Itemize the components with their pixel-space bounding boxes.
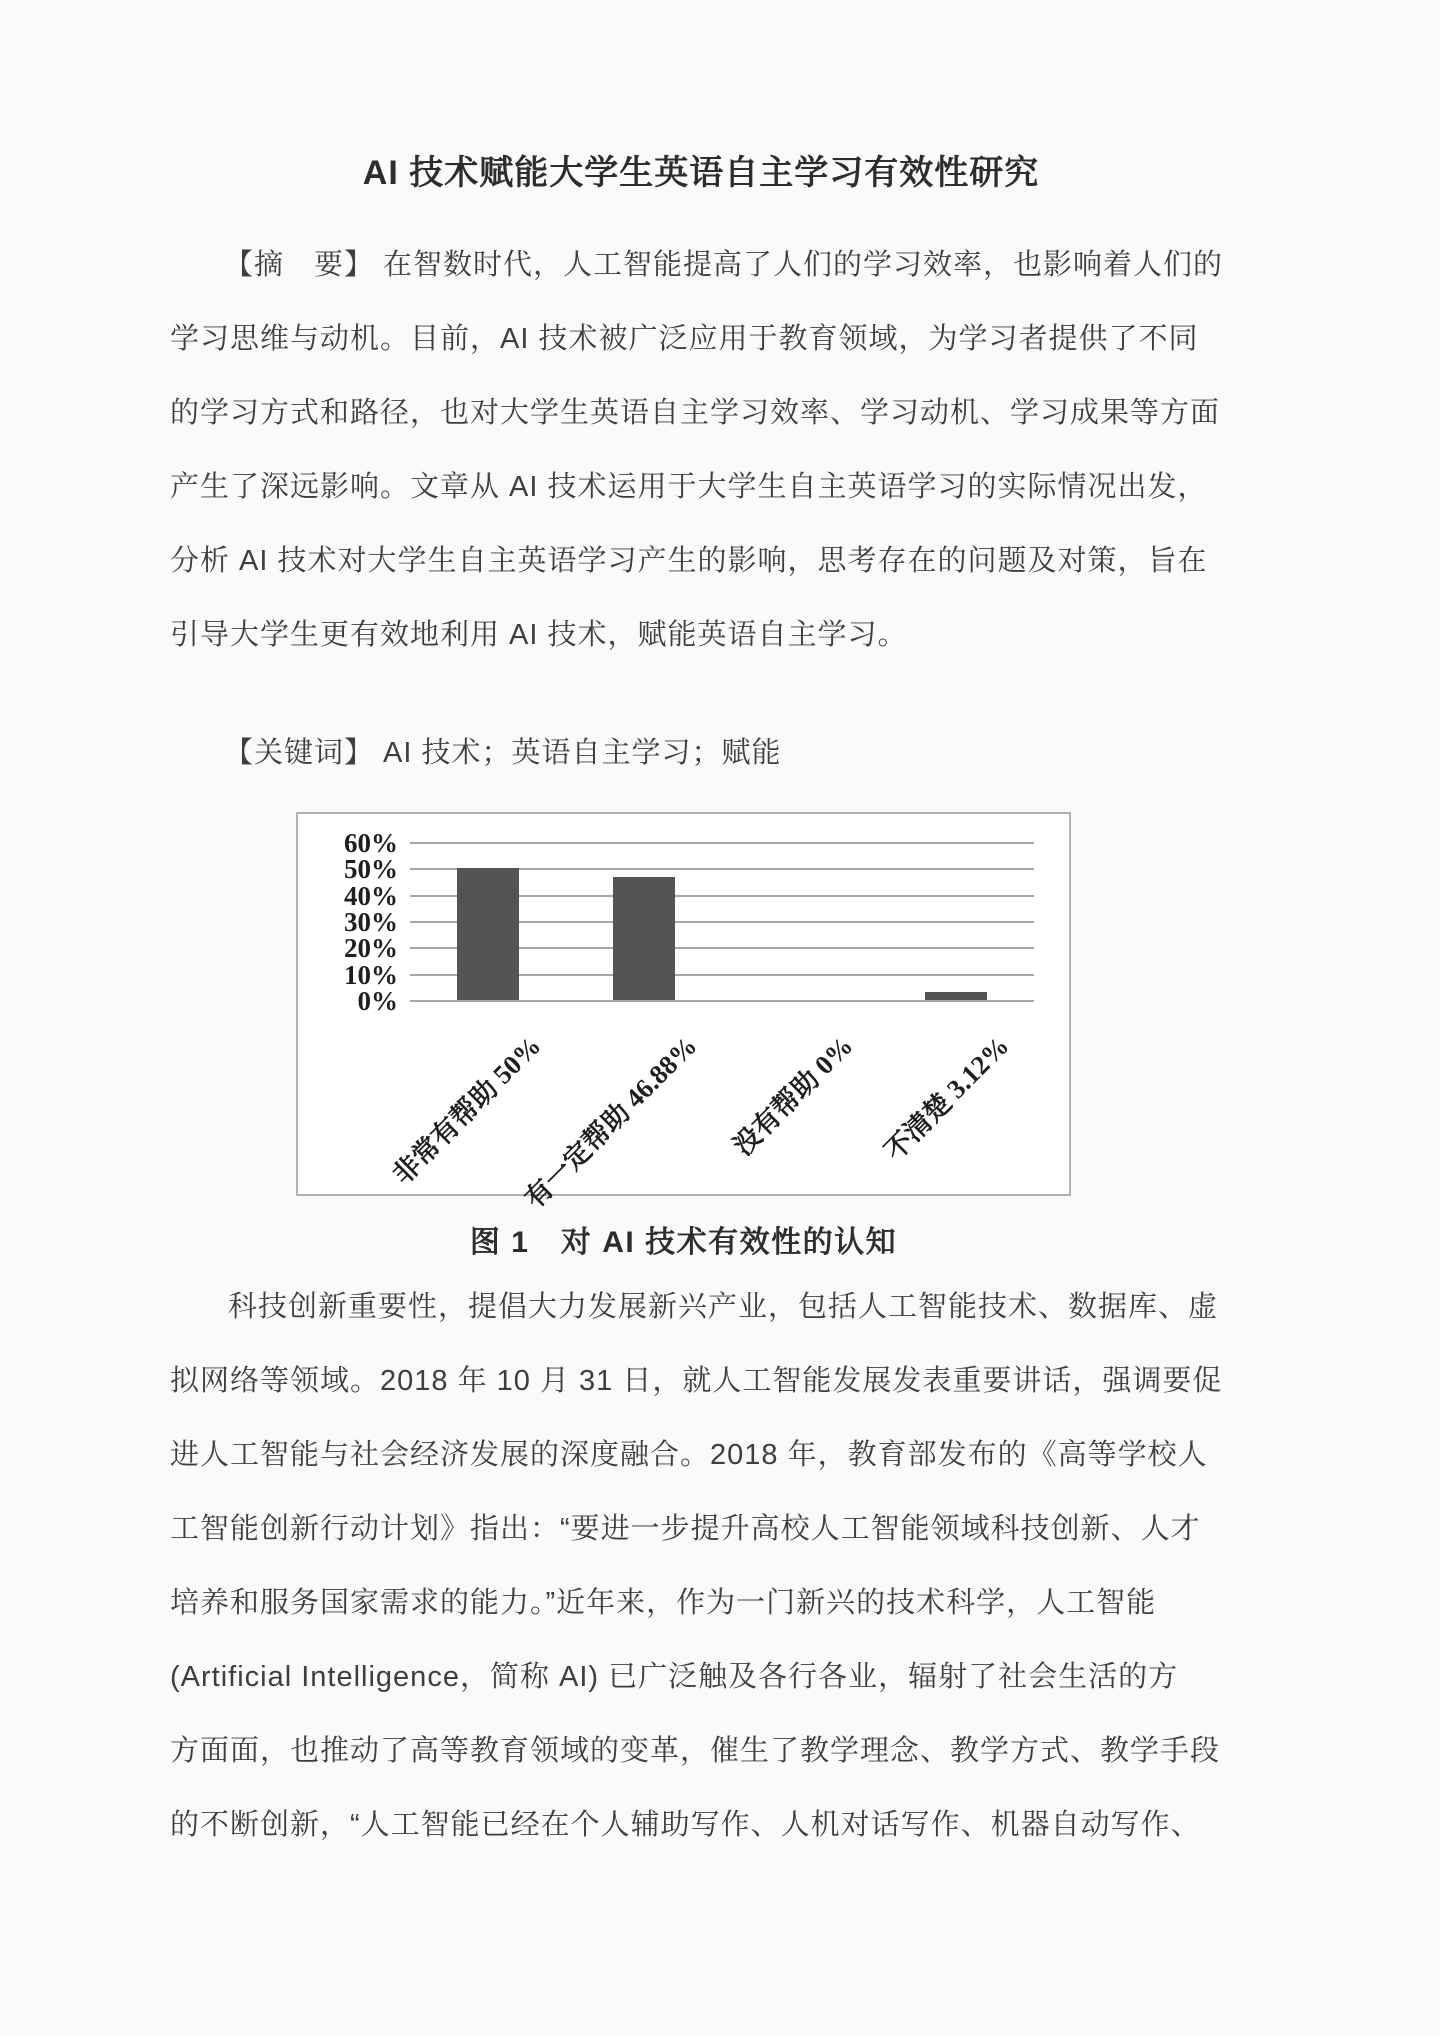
chart-gridline [410, 1000, 1034, 1002]
y-axis-tick-label: 10% [344, 959, 398, 990]
category-label: 有一定帮助 46.88% [519, 1030, 703, 1214]
figure-caption: 图 1 对 AI 技术有效性的认知 [469, 1226, 898, 1259]
text-line: 引导大学生更有效地利用 AI 技术，赋能英语自主学习。 [170, 619, 908, 651]
chart-gridline [410, 842, 1034, 844]
y-axis-tick-label: 30% [344, 907, 398, 937]
text-line: 产生了深远影响。文章从 AI 技术运用于大学生自主英语学习的实际情况出发， [170, 471, 1208, 503]
y-axis-tick-label: 50% [344, 854, 398, 885]
text-line: 工智能创新行动计划》指出：“要进一步提升高校人工智能领域科技创新、人才 [170, 1513, 1201, 1545]
text-line: 科技创新重要性，提倡大力发展新兴产业，包括人工智能技术、数据库、虚 [228, 1291, 1219, 1323]
text-line: (Artificial Intelligence，简称 AI) 已广泛触及各行各业，辐射了社会生活的方 [170, 1661, 1179, 1693]
y-axis-tick-label: 40% [344, 880, 398, 911]
abstract-paragraph [170, 228, 1232, 672]
text-line: 学习思维与动机。目前，AI 技术被广泛应用于教育领域，为学习者提供了不同 [170, 323, 1199, 355]
bar-chart [296, 812, 1071, 1214]
y-axis-tick-label: 20% [344, 933, 398, 964]
bar [457, 868, 519, 1000]
category-label: 没有帮助 0% [727, 1030, 859, 1162]
y-axis-tick-label: 0% [357, 986, 398, 1016]
text-line: 【摘 要】 在智数时代，人工智能提高了人们的学习效率，也影响着人们的 [224, 249, 1224, 281]
text-line: 分析 AI 技术对大学生自主英语学习产生的影响，思考存在的问题及对策，旨在 [170, 545, 1208, 577]
page-title: AI 技术赋能大学生英语自主学习有效性研究 [362, 154, 1040, 192]
bar [613, 877, 675, 1000]
text-column [170, 0, 1232, 1862]
body-paragraph [170, 1270, 1232, 1862]
y-axis-tick-label: 60% [344, 828, 398, 858]
text-line: 拟网络等领域。2018 年 10 月 31 日，就人工智能发展发表重要讲话，强调要促 [170, 1365, 1223, 1397]
category-label: 不清楚 3.12% [878, 1030, 1015, 1167]
figure-1 [296, 812, 1071, 1266]
text-line: 进人工智能与社会经济发展的深度融合。2018 年，教育部发布的《高等学校人 [170, 1439, 1208, 1471]
text-line: 方面面，也推动了高等教育领域的变革，催生了教学理念、教学方式、教学手段 [170, 1735, 1221, 1767]
bar [925, 992, 987, 1000]
text-line: 的不断创新，“人工智能已经在个人辅助写作、人机对话写作、机器自动写作、 [170, 1809, 1201, 1841]
keywords-line: 【关键词】 AI 技术；英语自主学习；赋能 [224, 737, 782, 769]
text-line: 培养和服务国家需求的能力。”近年来，作为一门新兴的技术科学，人工智能 [170, 1587, 1157, 1619]
text-line: 的学习方式和路径，也对大学生英语自主学习效率、学习动机、学习成果等方面 [170, 397, 1221, 429]
category-label: 非常有帮助 50% [386, 1030, 547, 1191]
